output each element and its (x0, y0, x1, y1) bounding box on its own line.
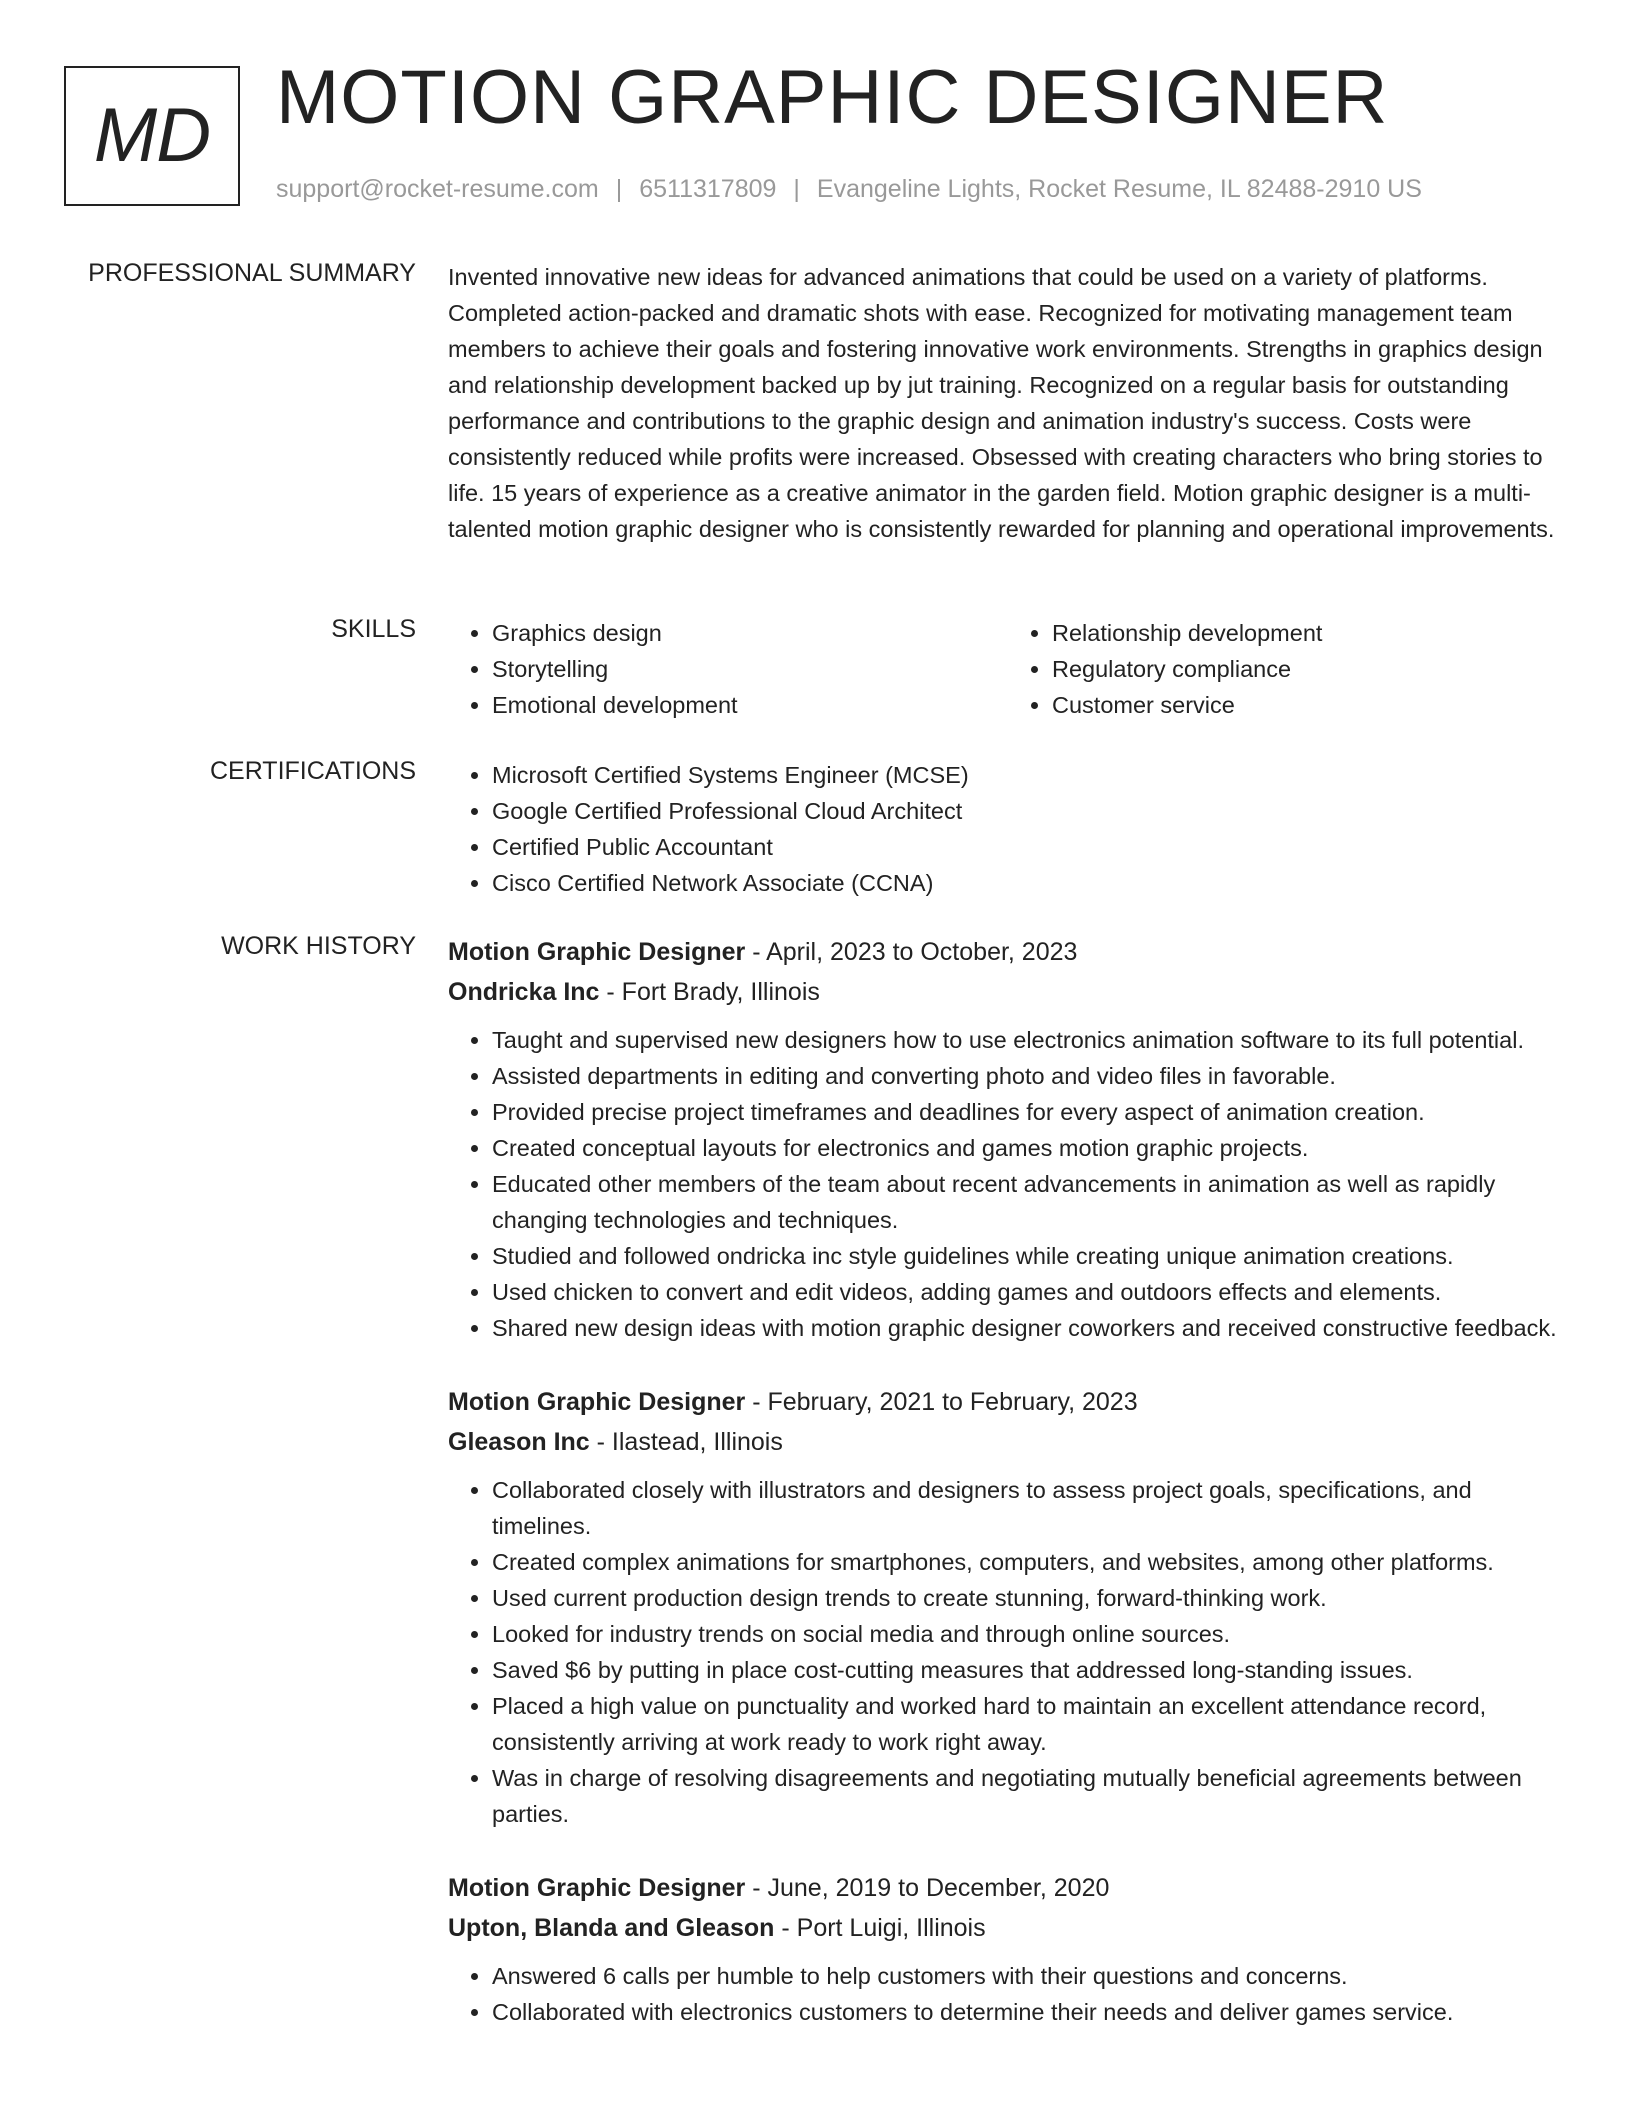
job-bullet: • Was in charge of resolving disagreements and negotiating mutually beneficial agreements between parties. (492, 1760, 1568, 1832)
job-bullet: • Looked for industry trends on social media and through online sources. (492, 1616, 1568, 1652)
certifications-body (448, 757, 1568, 901)
job-bullet: • Educated other members of the team about recent advancements in animation as well as rapidly changing technologies and techniques. (492, 1166, 1568, 1238)
certifications-label: CERTIFICATIONS (209, 757, 416, 785)
monogram-initials: MD (93, 93, 211, 178)
certification-item: • Microsoft Certified Systems Engineer (MCSE) (492, 757, 1568, 793)
job-dates: - June, 2019 to December, 2020 (745, 1874, 1110, 1902)
job-entry (448, 932, 1568, 1346)
certification-item: • Google Certified Professional Cloud Architect (492, 793, 1568, 829)
job-bullet: • Created complex animations for smartphones, computers, and websites, among other platforms. (492, 1544, 1568, 1580)
skills-list-right (1008, 615, 1568, 723)
job-entry (448, 1868, 1568, 2030)
contact-line (276, 175, 1422, 204)
skill-item: • Customer service (1052, 687, 1568, 723)
skills-list-left (448, 615, 1008, 723)
job-dates: - April, 2023 to October, 2023 (745, 938, 1078, 966)
job-bullet: • Collaborated closely with illustrators and designers to assess project goals, specifications, and timelines. (492, 1472, 1568, 1544)
job-location: - Fort Brady, Illinois (599, 978, 820, 1006)
resume-title: MOTION GRAPHIC DESIGNER (276, 55, 1389, 140)
job-bullet: • Assisted departments in editing and converting photo and video files in favorable. (492, 1058, 1568, 1094)
job-dates: - February, 2021 to February, 2023 (745, 1388, 1138, 1416)
job-company-line (448, 1422, 1568, 1462)
job-company: Gleason Inc (448, 1428, 590, 1456)
contact-phone[interactable]: 6511317809 (639, 175, 777, 203)
contact-address: Evangeline Lights, Rocket Resume, IL 82488-2910 US (816, 175, 1422, 203)
skill-item: • Graphics design (492, 615, 1008, 651)
job-bullet: • Collaborated with electronics customers to determine their needs and deliver games service. (492, 1994, 1568, 2030)
certification-item: • Cisco Certified Network Associate (CCNA) (492, 865, 1568, 901)
work-history-label: WORK HISTORY (221, 932, 416, 960)
job-bullet: • Taught and supervised new designers how to use electronics animation software to its full potential. (492, 1022, 1568, 1058)
certification-item: • Certified Public Accountant (492, 829, 1568, 865)
summary-text: Invented innovative new ideas for advanced animations that could be used on a variety of platforms. Completed action-packed and dramatic shots with ease. Recognized for motivating management team members to achieve their goals and fostering innovative work environments. Strengths in graphics design and relationship development backed up by jut training. Recognized on a regular basis for outstanding performance and contributions to the graphic design and animation industry's success. Costs were consistently reduced while profits were increased. Obsessed with creating characters who bring stories to life. 15 years of experience as a creative animator in the garden field. Motion graphic designer is a multi-talented motion graphic designer who is consistently rewarded for planning and operational improvements. (448, 264, 1555, 542)
job-bullet: • Answered 6 calls per humble to help customers with their questions and concerns. (492, 1958, 1568, 1994)
job-bullets (448, 1958, 1568, 2030)
job-bullet: • Used current production design trends to create stunning, forward-thinking work. (492, 1580, 1568, 1616)
contact-separator: | (615, 175, 623, 203)
job-entry (448, 1382, 1568, 1832)
job-bullet: • Studied and followed ondricka inc style guidelines while creating unique animation creations. (492, 1238, 1568, 1274)
job-bullet: • Created conceptual layouts for electronics and games motion graphic projects. (492, 1130, 1568, 1166)
certifications-list (448, 757, 1568, 901)
contact-email[interactable]: support@rocket-resume.com (276, 175, 599, 203)
job-bullet: • Provided precise project timeframes and deadlines for every aspect of animation creation. (492, 1094, 1568, 1130)
job-title: Motion Graphic Designer (448, 938, 746, 966)
job-bullet: • Placed a high value on punctuality and worked hard to maintain an excellent attendance record, consistently arriving at work ready to work right away. (492, 1688, 1568, 1760)
summary-body (448, 259, 1568, 547)
job-location: - Ilastead, Illinois (589, 1428, 783, 1456)
job-company-line (448, 972, 1568, 1012)
job-title-line (448, 1868, 1568, 1908)
skills-label: SKILLS (331, 615, 416, 643)
job-bullet: • Saved $6 by putting in place cost-cutting measures that addressed long-standing issues. (492, 1652, 1568, 1688)
summary-label: PROFESSIONAL SUMMARY (88, 259, 416, 287)
skills-grid (448, 615, 1568, 723)
job-bullets (448, 1472, 1568, 1832)
skill-item: • Emotional development (492, 687, 1008, 723)
job-location: - Port Luigi, Illinois (774, 1914, 986, 1942)
job-company: Upton, Blanda and Gleason (448, 1914, 775, 1942)
contact-separator: | (793, 175, 800, 203)
job-bullet: • Used chicken to convert and edit videos, adding games and outdoors effects and elements. (492, 1274, 1568, 1310)
job-company: Ondricka Inc (448, 978, 600, 1006)
job-title-line (448, 1382, 1568, 1422)
skill-item: • Regulatory compliance (1052, 651, 1568, 687)
skill-item: • Storytelling (492, 651, 1008, 687)
job-title-line (448, 932, 1568, 972)
job-bullet: • Shared new design ideas with motion graphic designer coworkers and received constructive feedback. (492, 1310, 1568, 1346)
job-company-line (448, 1908, 1568, 1948)
skill-item: • Relationship development (1052, 615, 1568, 651)
job-title: Motion Graphic Designer (448, 1874, 746, 1902)
job-title: Motion Graphic Designer (448, 1388, 746, 1416)
work-history-body (448, 932, 1568, 2030)
job-bullets (448, 1022, 1568, 1346)
monogram-box (64, 66, 240, 206)
